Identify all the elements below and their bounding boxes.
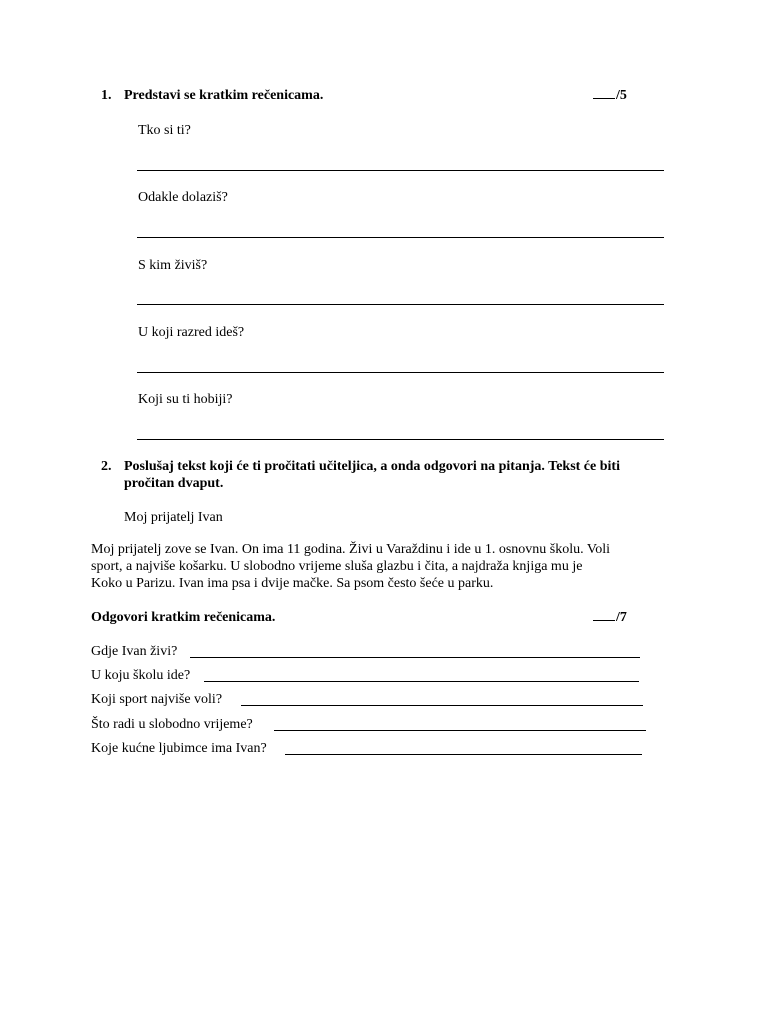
task2-number: 2. (101, 459, 112, 474)
answer-question-5 (91, 740, 267, 757)
answer-question-1-text: Gdje Ivan živi? (91, 644, 178, 659)
text-title: Moj prijatelj Ivan (124, 510, 223, 525)
answer-question-1 (91, 643, 177, 660)
task1-score (593, 87, 627, 104)
task2-instruction-line1: Poslušaj tekst koji će ti pročitati učiteljica, a onda odgovori na pitanja. Tekst će biti (124, 459, 620, 474)
task1-question-3: S kim živiš? (138, 258, 208, 273)
paragraph-line-2: sport, a najviše košarku. U slobodno vrijeme sluša glazbu i čita, a najdraža knjiga mu je (91, 559, 583, 574)
answer-question-4-text: Što radi u slobodno vrijeme? (91, 717, 253, 732)
task2-score-total: /7 (616, 610, 627, 625)
task1-title: Predstavi se kratkim rečenicama. (124, 88, 324, 103)
answer-blank-4[interactable] (274, 730, 646, 731)
task1-answer-line-5[interactable] (137, 439, 664, 440)
task1-question-2: Odakle dolaziš? (138, 190, 228, 205)
paragraph-line-1: Moj prijatelj zove se Ivan. On ima 11 godina. Živi u Varaždinu i ide u 1. osnovnu školu. Voli (91, 542, 610, 557)
task1-score-total: /5 (616, 88, 627, 103)
task2-score (593, 609, 627, 626)
task1-number: 1. (101, 88, 112, 103)
task1-answer-line-2[interactable] (137, 237, 664, 238)
answer-question-4 (91, 716, 253, 733)
answer-blank-5[interactable] (285, 754, 642, 755)
answer-heading: Odgovori kratkim rečenicama. (91, 610, 276, 625)
task2-instruction-line2: pročitan dvaput. (124, 476, 224, 491)
answer-question-3-text: Koji sport najviše voli? (91, 692, 223, 707)
task1-answer-line-3[interactable] (137, 304, 664, 305)
task1-question-1: Tko si ti? (138, 123, 191, 138)
answer-question-2-text: U koju školu ide? (91, 668, 191, 683)
task1-question-4: U koji razred ideš? (138, 325, 245, 340)
task1-score-blank (593, 98, 615, 99)
answer-blank-2[interactable] (204, 681, 639, 682)
task1-question-5: Koji su ti hobiji? (138, 392, 233, 407)
answer-question-2 (91, 667, 190, 684)
task1-answer-line-4[interactable] (137, 372, 664, 373)
answer-question-5-text: Koje kućne ljubimce ima Ivan? (91, 741, 267, 756)
task2-score-blank (593, 620, 615, 621)
answer-question-3 (91, 691, 222, 708)
task1-answer-line-1[interactable] (137, 170, 664, 171)
answer-blank-3[interactable] (241, 705, 643, 706)
paragraph-line-3: Koko u Parizu. Ivan ima psa i dvije mačke. Sa psom često šeće u parku. (91, 576, 494, 591)
answer-blank-1[interactable] (190, 657, 640, 658)
